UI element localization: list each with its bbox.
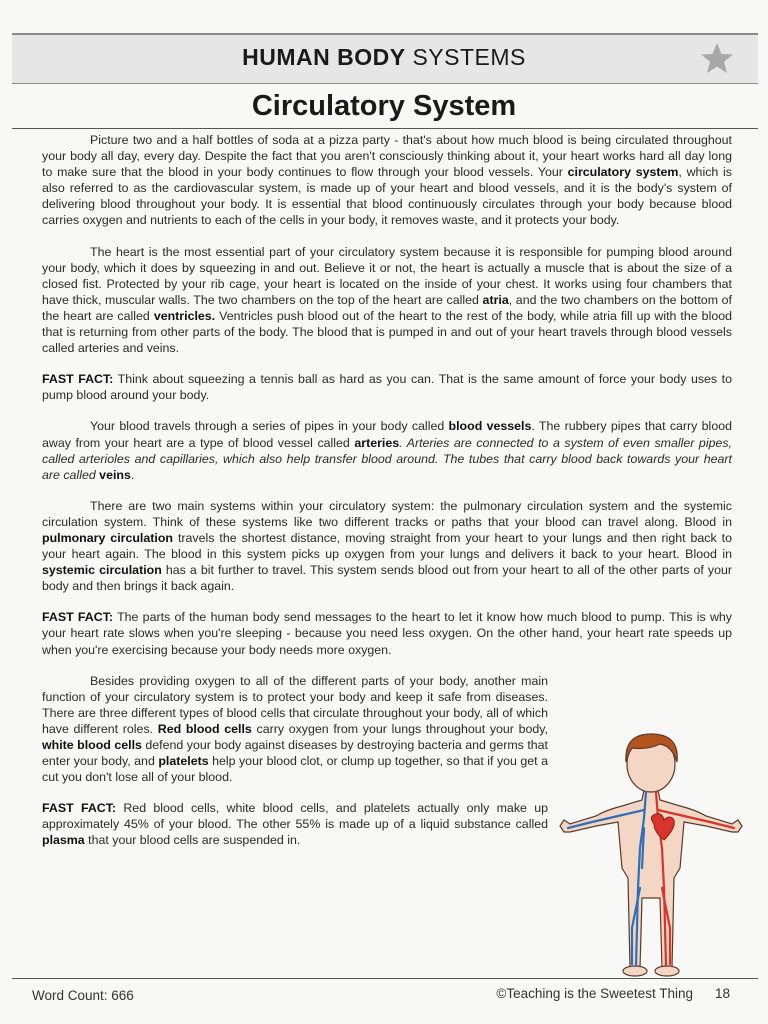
term-blood-vessels: blood vessels [448, 419, 532, 434]
text-run: Besides providing oxygen to all of the different parts of your body, another main function of your circulatory system is to protect your body and keep it safe from diseases. There are three different types of blood cells that circulate throughout your body, all of which have different roles. [42, 673, 548, 736]
text-run: , and the two chambers on the bottom of the heart are called [42, 292, 732, 323]
series-title [0, 44, 768, 71]
term-plasma: plasma [42, 833, 85, 848]
text-run: carry oxygen from your lungs throughout your body, [251, 721, 548, 736]
text-run: The parts of the human body send messages to the heart to let it know how much blood to pump. This is why your heart rate slows when you're sleeping - because you need less oxygen. On the other hand, your heart rate speeds up when you're exercising because your body needs more oxygen. [42, 610, 732, 657]
paragraph-blood-cells [42, 673, 548, 786]
fast-fact-label: FAST FACT: [42, 610, 114, 625]
title-divider [12, 128, 758, 129]
term-platelets: platelets [158, 754, 209, 769]
term-ventricles: ventricles. [153, 308, 216, 323]
star-icon [700, 42, 734, 76]
text-run: Think about squeezing a tennis ball as hard as you can. That is the same amount of force your body uses to pump blood around your body. [42, 372, 732, 403]
term-circulatory-system: circulatory system [567, 165, 679, 180]
term-veins: veins [99, 467, 131, 482]
paragraph-vessels [42, 418, 732, 482]
page-title: Circulatory System [251, 90, 517, 122]
paragraph-intro [42, 132, 732, 229]
term-atria: atria [482, 292, 509, 307]
text-run: travels the shortest distance, moving straight from your heart to your lungs and then right back to your heart again. The blood in this system picks up oxygen from your lungs and delivers it back to your heart. Blood in [42, 530, 732, 562]
text-run: defend your body against diseases by destroying bacteria and germs that enter your body, and [42, 738, 548, 769]
fast-fact-3 [42, 800, 548, 848]
text-run: that your blood cells are suspended in. [84, 833, 301, 848]
credit-text: ©Teaching is the Sweetest Thing [496, 986, 693, 1001]
fast-fact-2 [42, 609, 732, 657]
term-white-blood-cells: white blood cells [42, 738, 142, 752]
paragraph-circulation-systems [42, 498, 732, 595]
page-number: 18 [714, 986, 730, 1001]
text-run: The heart is the most essential part of your circulatory system because it is responsible for pumping blood around your body, which it does by squeezing in and out. Believe it or not, the heart is actually a muscle that is about the size of a closed fist. Protected by your rib cage, your heart is located on the inside of your chest. It works using four chambers that have thick, muscular walls. The two chambers on the top of the heart are called [42, 244, 732, 307]
text-run: Ventricles push blood out of the heart to the rest of the body, while atria fill up with the blood that is returning from other parts of the body. The blood that is pumped in and out of your heart travels through blood vessels called arteries and veins. [42, 308, 732, 356]
text-run: There are two main systems within your circulatory system: the pulmonary circulation system and the systemic circulation system. Think of these systems like two different tracks or paths that your blood can travel along. Blood in [42, 498, 732, 529]
text-run: Red blood cells, white blood cells, and platelets actually only make up approximately 45% of your blood. The other 55% is made up of a liquid substance called [42, 801, 548, 832]
text-run: has a bit further to travel. This system sends blood out from your heart to all of the other parts of your body and then brings it back again. [42, 563, 733, 594]
fast-fact-label: FAST FACT: [42, 801, 117, 816]
term-pulmonary-circulation: pulmonary circulation [42, 530, 173, 545]
series-title-light: SYSTEMS [412, 44, 526, 70]
term-systemic-circulation: systemic circulation [42, 563, 162, 578]
text-run: . The rubbery pipes that carry blood away from your heart are a type of blood vessel called [42, 419, 732, 450]
term-arteries: arteries [354, 435, 400, 450]
fast-fact-label: FAST FACT: [42, 372, 114, 387]
circulatory-system-illustration [556, 728, 746, 978]
footer-divider [12, 978, 758, 979]
footer-credit-block [496, 986, 730, 1001]
text-run: Your blood travels through a series of pipes in your body called [90, 419, 449, 434]
text-run: . Arteries are connected to a system of even smaller pipes, called arterioles and capillaries, which also help transfer blood around. The tubes that carry blood back towards your heart are called [42, 435, 732, 482]
series-title-bold: HUMAN BODY [242, 44, 406, 70]
text-run: . [130, 467, 135, 482]
fast-fact-1 [42, 371, 732, 403]
text-run: Picture two and a half bottles of soda at a pizza party - that's about how much blood is being circulated throughout your body all day, every day. Despite the fact that you aren't consciously thinking about it, your heart works hard all day long to make sure that the blood in your body continues to flow through your blood vessels. Your [42, 133, 732, 180]
term-red-blood-cells: Red blood cells [157, 721, 252, 736]
paragraph-heart [42, 244, 732, 357]
word-count: Word Count: 666 [32, 988, 134, 1003]
text-run: , which is also referred to as the cardiovascular system, is made up of your heart and blood vessels, and it is the body's system of delivering blood throughout your body. It is essential that blood continuously circulates through your body because blood carries oxygen and nutrients to each of the cells in your body, it removes waste, and it protects your body. [42, 165, 732, 228]
text-run: help your blood clot, or clump up together, so that if you get a cut you don't lose all of your blood. [42, 754, 548, 785]
